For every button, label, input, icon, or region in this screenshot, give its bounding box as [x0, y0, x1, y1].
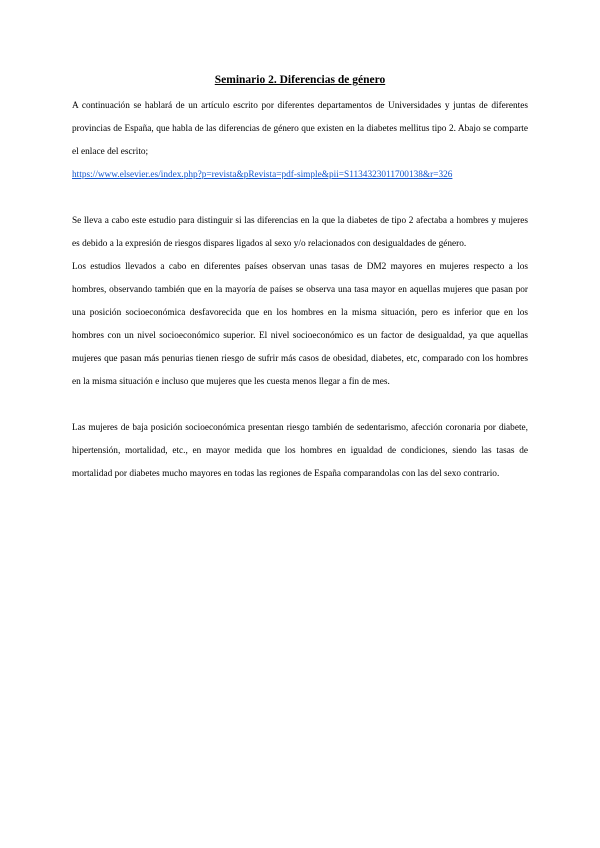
- body-paragraph-1: Se lleva a cabo este estudio para distinguir si las diferencias en la que la diabetes de tipo 2 afectaba a hombres y mujeres es debido a la expresión de riesgos dispares ligados al sexo y/o relacionados con desigualdades de género.: [72, 216, 528, 249]
- blank-line: [72, 394, 528, 417]
- document-title: Seminario 2. Diferencias de género: [214, 74, 386, 86]
- body-paragraph-3: Las mujeres de baja posición socioeconómica presentan riesgo también de sedentarismo, afección coronaria por diabete, hipertensión, mortalidad, etc., en mayor medida que los hombres en igualdad de condiciones, siendo las tasas de mortalidad por diabetes mucho mayores en todas las regiones de España comparandolas con las del sexo contrario.: [72, 423, 528, 479]
- blank-line: [72, 187, 528, 210]
- document-body: [72, 72, 528, 486]
- body-paragraph-2: Los estudios llevados a cabo en diferentes países observan unas tasas de DM2 mayores en mujeres respecto a los hombres, observando también que en la mayoría de países se observa una tasa mayor en aquellas mujeres que pasan por una posición socioeconómica desfavorecida que en los hombres en la misma situación, pero es inferior que en los hombres con un nivel socioeconómico superior. El nivel socioeconómico es un factor de desigualdad, ya que aquellas mujeres que pasan más penurias tienen riesgo de sufrir más casos de obesidad, diabetes, etc, comparado con los hombres en la misma situación e incluso que mujeres que les cuesta menos llegar a fin de mes.: [72, 262, 528, 387]
- intro-paragraph: A continuación se hablará de un artículo escrito por diferentes departamentos de Universidades y juntas de diferentes provincias de España, que habla de las diferencias de género que existen en la diabetes mellitus tipo 2. Abajo se comparte el enlace del escrito;: [72, 101, 528, 157]
- article-link[interactable]: https://www.elsevier.es/index.php?p=revista&pRevista=pdf-simple&pii=S1134323011700138&r=326: [72, 170, 453, 180]
